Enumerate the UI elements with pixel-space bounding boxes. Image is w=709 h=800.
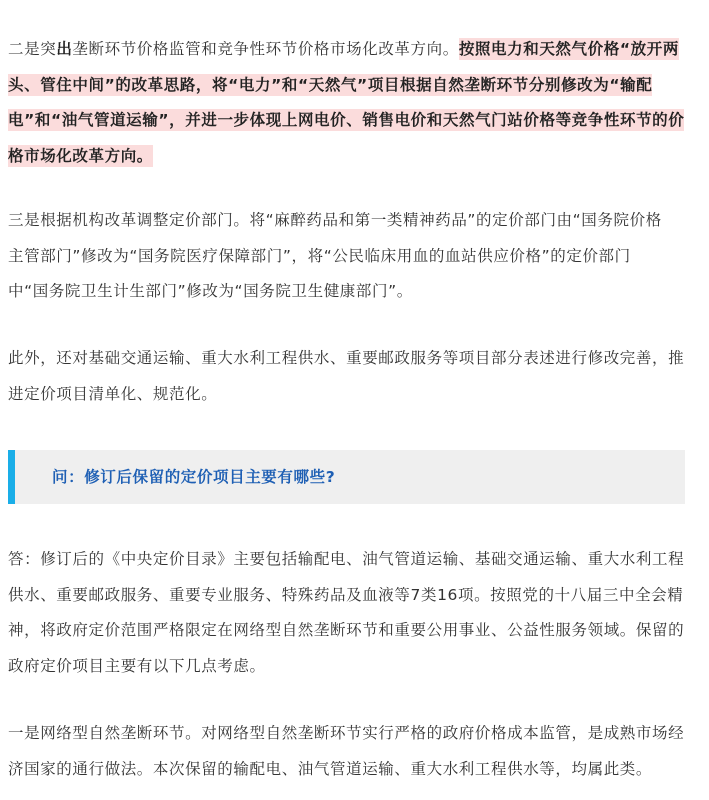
highlighted-text: 按照电力和天然气价格“放开两头、管住中间”的改革思路，将“电力”和“天然气”项目根据自然垄断环节分别修改为“输配电”和“油气管道运输”，并进一步体现上网电价、销售电价和天然气门站价格等竞争性环节的价格市场化改革方向。 [8,40,685,165]
paragraph-lead-bold: 出 [56,40,73,58]
question-text: 问：修订后保留的定价项目主要有哪些? [52,468,336,486]
paragraph-natural-monopoly: 一是网络型自然垄断环节。对网络型自然垄断环节实行严格的政府价格成本监管，是成熟市场经济国家的通行做法。本次保留的输配电、油气管道运输、重大水利工程供水等，均属此类。 [8,724,685,778]
paragraph-lead: 二是突 [8,40,57,58]
paragraph-answer: 答：修订后的《中央定价目录》主要包括输配电、油气管道运输、基础交通运输、重大水利工程供水、重要邮政服务、重要专业服务、特殊药品及血液等7类16项。按照党的十八届三中全会精神，将政府定价范围严格限定在网络型自然垄断环节和重要公用事业、公益性服务领域。保留的政府定价项目主要有以下几点考虑。 [8,550,685,675]
paragraph-line: 中“国务院卫生计生部门”修改为“国务院卫生健康部门”。 [8,282,413,300]
paragraph-line: 三是根据机构改革调整定价部门。将“麻醉药品和第一类精神药品”的定价部门由“国务院价格 [8,211,662,229]
paragraph-other-changes: 此外，还对基础交通运输、重大水利工程供水、重要邮政服务等项目部分表述进行修改完善，推进定价项目清单化、规范化。 [8,349,685,403]
paragraph-price-reform [8,32,688,174]
paragraph-line: 主管部门”修改为“国务院医疗保障部门”，将“公民临床用血的血站供应价格”的定价部门 [8,246,631,265]
paragraph-agency-adjustment [8,203,688,310]
paragraph-lead-rest: 垄断环节价格监管和竞争性环节价格市场化改革方向。 [72,40,459,58]
question-callout [8,450,685,504]
